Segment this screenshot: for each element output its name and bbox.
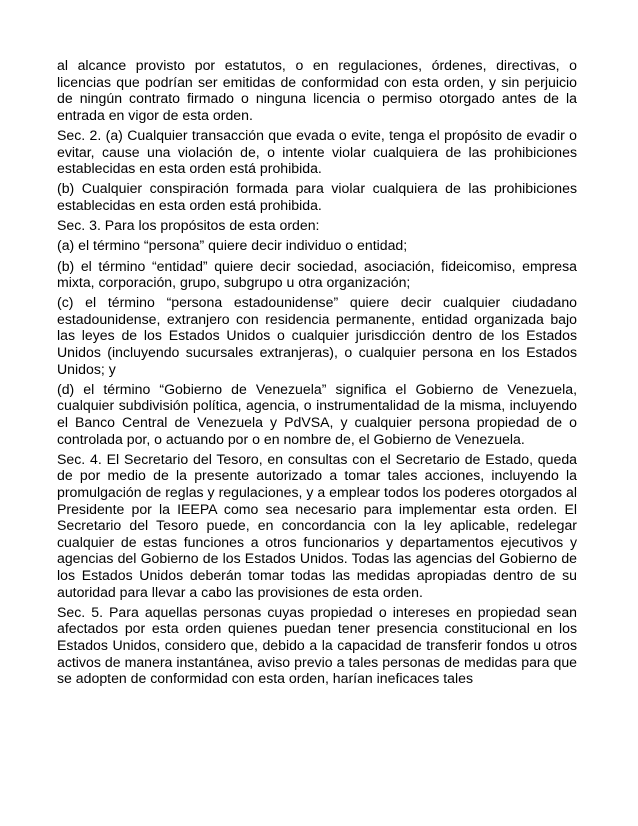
paragraph-sec2-a: Sec. 2. (a) Cualquier transacción que evada o evite, tenga el propósito de evadir o evitar, cause una violación de, o intente violar cualquiera de las prohibiciones establecidas en esta orden está prohibida.	[57, 126, 577, 177]
paragraph-sec4: Sec. 4. El Secretario del Tesoro, en consultas con el Secretario de Estado, queda de por medio de la presente autorizado a tomar tales acciones, incluyendo la promulgación de reglas y regulaciones, y a emplear todos los poderes otorgados al Presidente por la IEEPA como sea necesario para implementar esta orden. El Secretario del Tesoro puede, en concordancia con la ley aplicable, redelegar cualquier de estas funciones a otros funcionarios y departamentos ejecutivos y agencias del Gobierno de los Estados Unidos. Todas las agencias del Gobierno de los Estados Unidos deberán tomar todas las medidas apropiadas dentro de su autoridad para llevar a cabo las provisiones de esta orden.	[57, 450, 577, 600]
paragraph-sec3-c: (c) el término “persona estadounidense” quiere decir cualquier ciudadano estadounidense, extranjero con residencia permanente, entidad organizada bajo las leyes de los Estados Unidos o cualquier jurisdicción dentro de los Estados Unidos (incluyendo sucursales extranjeras), o cualquier persona en los Estados Unidos; y	[57, 294, 577, 377]
paragraph-sec3-b: (b) el término “entidad” quiere decir sociedad, asociación, fideicomiso, empresa mixta, corporación, grupo, subgrupo u otra organización;	[57, 257, 577, 291]
paragraph-sec5: Sec. 5. Para aquellas personas cuyas propiedad o intereses en propiedad sean afectados por esta orden quienes puedan tener presencia constitucional en los Estados Unidos, considero que, debido a la capacidad de transferir fondos u otros activos de manera instantánea, aviso previo a tales personas de medidas para que se adopten de conformidad con esta orden, harían ineficaces tales	[57, 603, 577, 687]
paragraph-sec1-continuation: al alcance provisto por estatutos, o en regulaciones, órdenes, directivas, o licencias que podrían ser emitidas de conformidad con esta orden, y sin perjuicio de ningún contrato firmado o ninguna licencia o permiso otorgado antes de la entrada en vigor de esta orden.	[57, 57, 577, 123]
document-page	[57, 57, 577, 690]
paragraph-sec3-a: (a) el término “persona” quiere decir individuo o entidad;	[57, 237, 408, 254]
paragraph-sec3-d: (d) el término “Gobierno de Venezuela” significa el Gobierno de Venezuela, cualquier subdivisión política, agencia, o instrumentalidad de la misma, incluyendo el Banco Central de Venezuela y PdVSA, y cualquier persona propiedad de o controlada por, o actuando por o en nombre de, el Gobierno de Venezuela.	[57, 380, 577, 447]
paragraph-sec2-b: (b) Cualquier conspiración formada para violar cualquiera de las prohibiciones establecidas en esta orden está prohibida.	[57, 180, 577, 213]
paragraph-sec3-heading: Sec. 3. Para los propósitos de esta orden:	[57, 217, 320, 234]
